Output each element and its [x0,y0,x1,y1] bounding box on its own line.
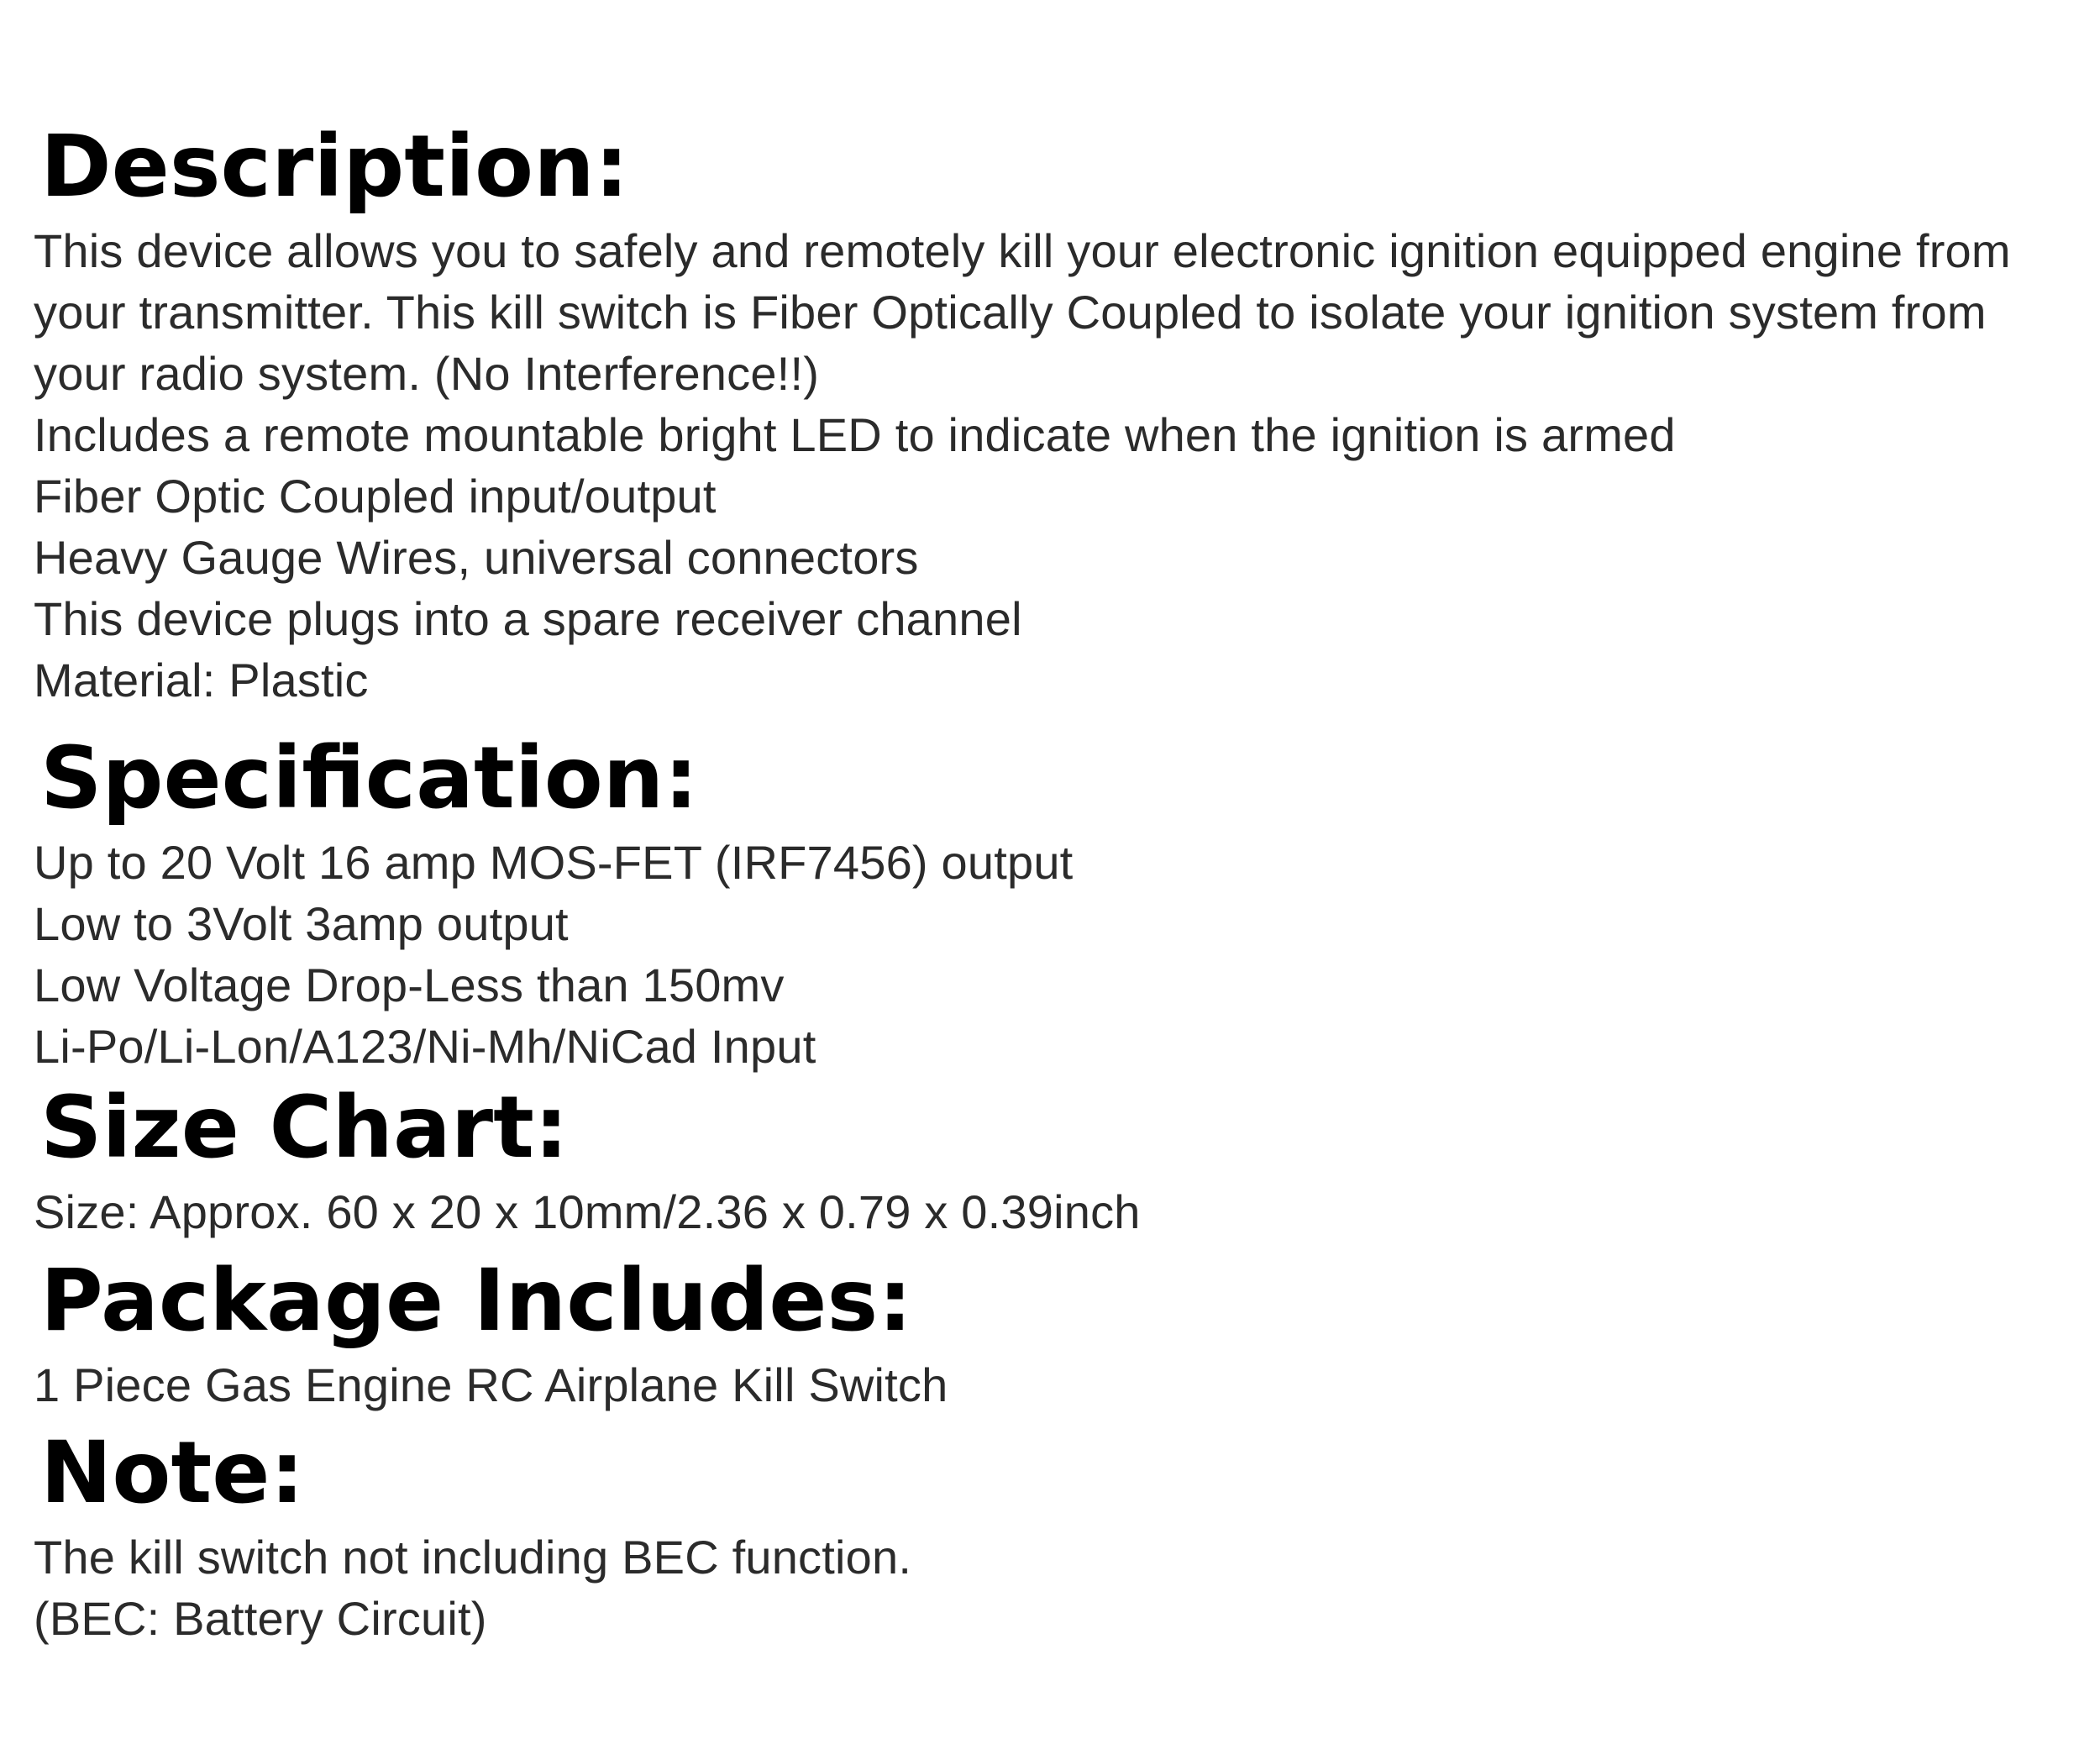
specification-heading: Specification: [40,728,699,828]
package-includes-list [34,1354,948,1416]
note-heading: Note: [40,1423,305,1523]
specification-line: Li-Po/Li-Lon/A123/Ni-Mh/NiCad Input [34,1020,816,1073]
size-chart-heading: Size Chart: [40,1078,569,1178]
package-includes-line: 1 Piece Gas Engine RC Airplane Kill Switch [34,1358,948,1411]
description-line: Heavy Gauge Wires, universal connectors [34,531,919,584]
description-line: Includes a remote mountable bright LED to indicate when the ignition is armed [34,408,1676,461]
note-line: (BEC: Battery Circuit) [34,1592,487,1645]
package-includes-heading: Package Includes: [40,1251,912,1351]
specification-line: Up to 20 Volt 16 amp MOS-FET (IRF7456) output [34,836,1074,889]
size-chart-line: Size: Approx. 60 x 20 x 10mm/2.36 x 0.79 x 0.39inch [34,1185,1141,1238]
description-line: your transmitter. This kill switch is Fiber Optically Coupled to isolate your ignition system from [34,286,1987,339]
specification-line: Low to 3Volt 3amp output [34,897,569,950]
description-heading: Description: [40,117,629,217]
note-list [34,1526,911,1649]
note-line: The kill switch not including BEC function. [34,1531,912,1584]
description-line: Fiber Optic Coupled input/output [34,470,717,523]
description-line: your radio system. (No Interference!!) [34,347,820,400]
description-line: This device plugs into a spare receiver channel [34,592,1022,645]
description-list [34,220,2011,711]
specification-line: Low Voltage Drop-Less than 150mv [34,959,785,1011]
description-line: Material: Plastic [34,654,369,707]
size-chart-list [34,1181,1141,1242]
specification-list [34,832,1073,1077]
description-line: This device allows you to safely and remotely kill your electronic ignition equipped engine from [34,224,2011,277]
